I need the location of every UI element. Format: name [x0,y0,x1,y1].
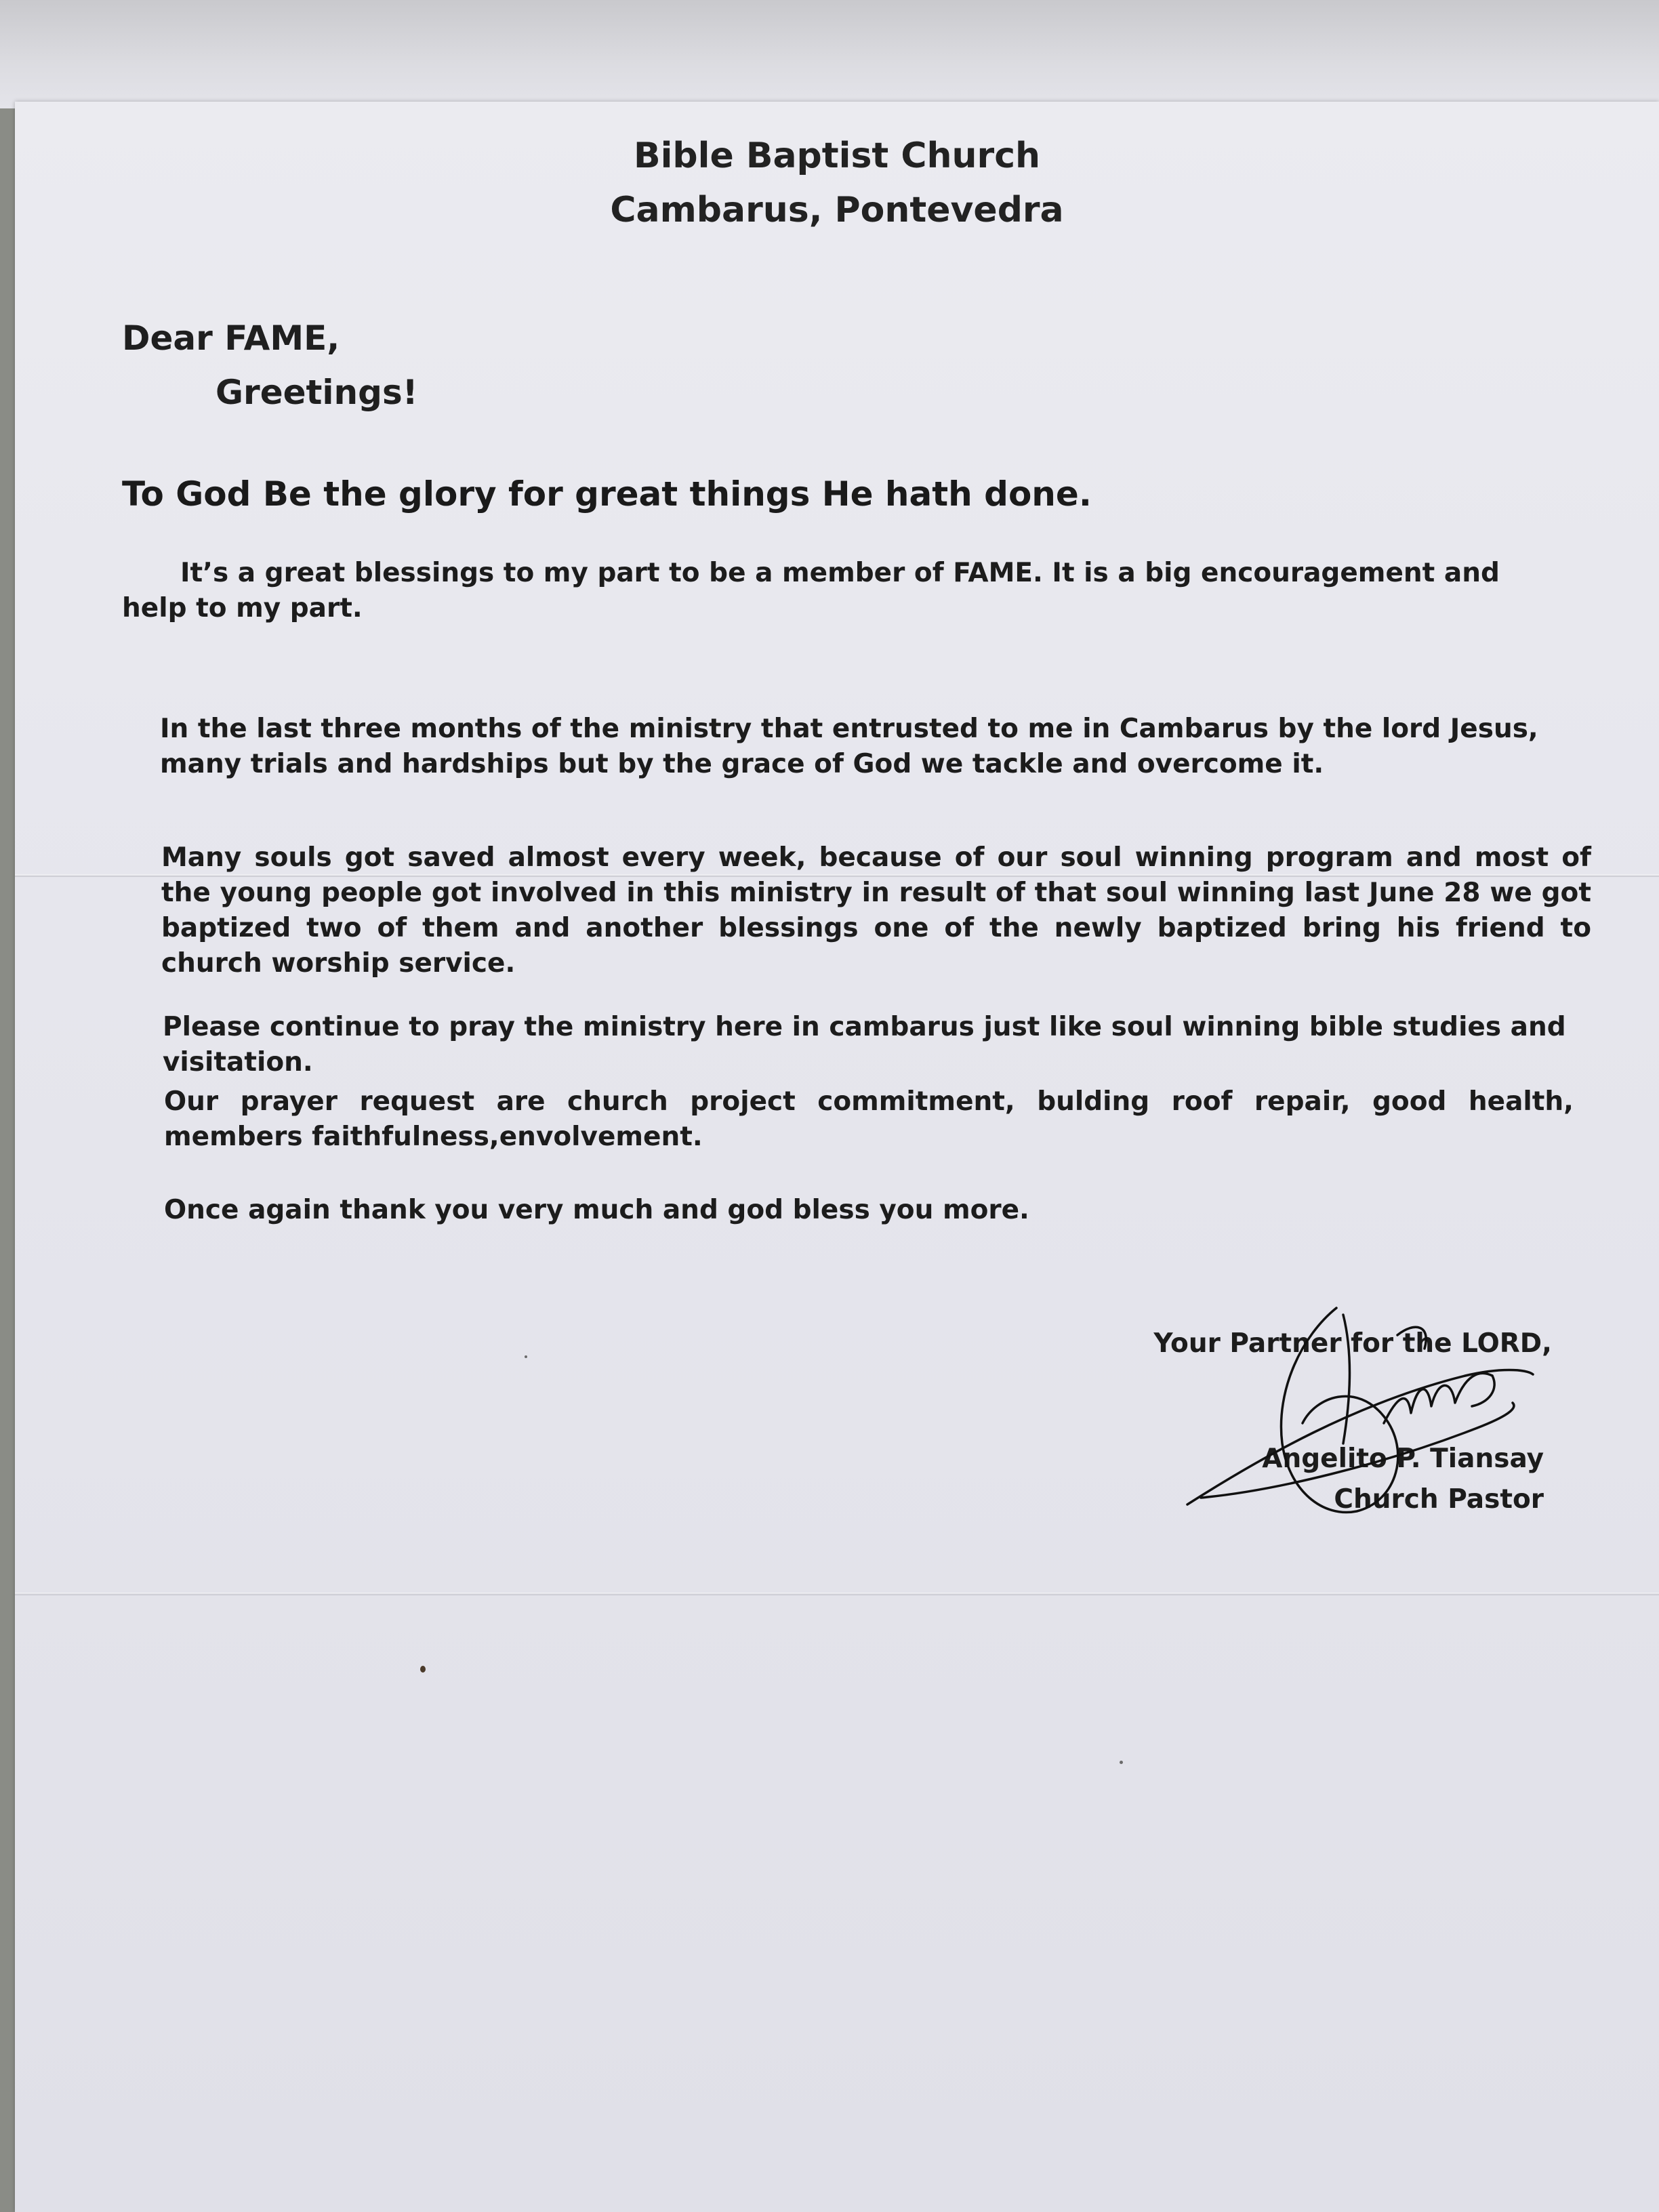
letterhead [15,129,1659,237]
salutation: Dear FAME, [122,319,340,358]
paragraph: Once again thank you very much and god bless you more. [164,1195,1029,1225]
closing-line: Your Partner for the LORD, [1153,1328,1552,1359]
letter-page [15,102,1659,2212]
church-name: Bible Baptist Church [633,136,1041,176]
paragraph: In the last three months of the ministry that entrusted to me in Cambarus by the lord Jesus, many trials and hardships but by the grace of God we tackle and overcome it. [160,714,1538,779]
paper-speck [420,1666,426,1673]
signatory-title: Church Pastor [1334,1484,1544,1515]
greeting: Greetings! [216,373,418,412]
background-surface [0,0,1659,108]
paragraph: Please continue to pray the ministry here in cambarus just like soul winning bible studies and visitation. [163,1012,1566,1078]
church-location: Cambarus, Pontevedra [610,190,1064,230]
paper-speck [1120,1761,1123,1764]
signatory-name: Angelito P. Tiansay [1262,1443,1544,1474]
paragraph: Many souls got saved almost every week, because of our soul winning program and most of the young people got involved in this ministry in result of that soul winning last June 28 we got baptized two of them and another blessings one of the newly baptized bring his friend to church worship service. [161,842,1591,979]
paragraph: Our prayer request are church project commitment, bulding roof repair, good health, members faithfulness,envolvement. [164,1086,1574,1152]
letter-heading: To God Be the glory for great things He hath done. [122,474,1092,514]
paper-speck [525,1355,527,1358]
handwritten-signature-icon [1181,1294,1560,1525]
paper-fold-line [15,1593,1659,1595]
paragraph: It’s a great blessings to my part to be a member of FAME. It is a big encouragement and help to my part. [122,558,1500,623]
